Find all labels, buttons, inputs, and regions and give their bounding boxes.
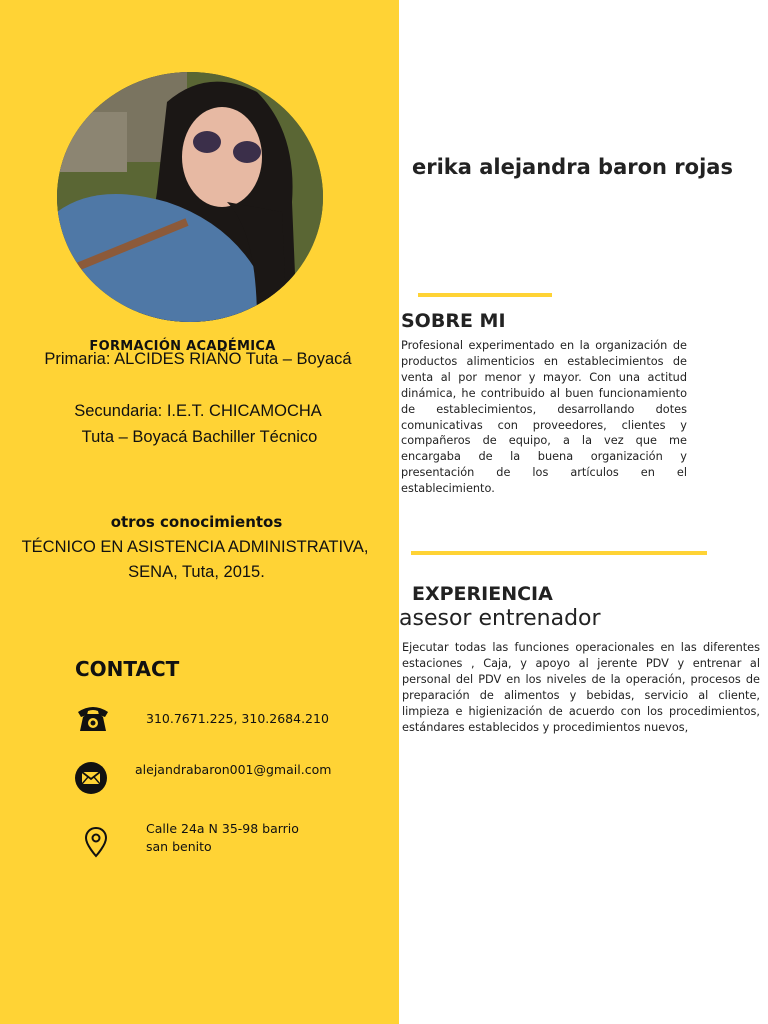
education-title: FORMACIÓN ACADÉMICA — [89, 339, 276, 354]
about-title: SOBRE MI — [401, 310, 506, 332]
other-knowledge-line2: SENA, Tuta, 2015. — [128, 563, 265, 581]
contact-address-line2: san benito — [146, 839, 212, 854]
education-secundaria-line2: Tuta – Boyacá Bachiller Técnico — [81, 428, 318, 446]
divider-about — [418, 293, 552, 297]
contact-title: CONTACT — [75, 657, 180, 681]
experience-job-title: asesor entrenador — [399, 606, 601, 631]
contact-address-line1: Calle 24a N 35-98 barrio — [146, 821, 299, 836]
location-pin-icon — [84, 826, 108, 862]
contact-phone[interactable]: 310.7671.225, 310.2684.210 — [146, 711, 329, 726]
experience-title: EXPERIENCIA — [412, 583, 553, 605]
other-knowledge-title: otros conocimientos — [110, 513, 283, 531]
contact-email[interactable]: alejandrabaron001@gmail.com — [135, 762, 332, 777]
other-knowledge-line1: TÉCNICO EN ASISTENCIA ADMINISTRATIVA, — [21, 538, 369, 556]
email-icon — [75, 762, 107, 798]
education-secundaria-line1: Secundaria: I.E.T. CHICAMOCHA — [74, 402, 322, 420]
education-primaria: Primaria: ALCIDES RIAÑO Tuta – Boyacá — [44, 350, 352, 368]
experience-text: Ejecutar todas las funciones operacionales en las diferentes estaciones , Caja, y apoyo al jerente PDV y entrenar al personal del PDV en los niveles de la operación, procesos de preparación de alimentos y bebidas, servicio al cliente, limpieza e higienización de acuerdo con los procedimientos, estándares establecidos y procedimientos nuevos, — [402, 641, 760, 734]
about-text: Profesional experimentado en la organización de productos alimenticios en establecimientos de venta al por menor y mayor. Con una actitud dinámica, he contribuido al buen funcionamiento de establecimientos, desarrollando dotes comunicativas con proveedores, clientes y compañeros de equipo, a la vez que me encargaba de la buena organización y presentación de los artículos en el establecimiento. — [401, 339, 687, 496]
profile-photo — [57, 72, 323, 322]
phone-icon — [76, 704, 110, 738]
divider-experience — [411, 551, 707, 555]
profile-name: erika alejandra baron rojas — [412, 155, 733, 179]
